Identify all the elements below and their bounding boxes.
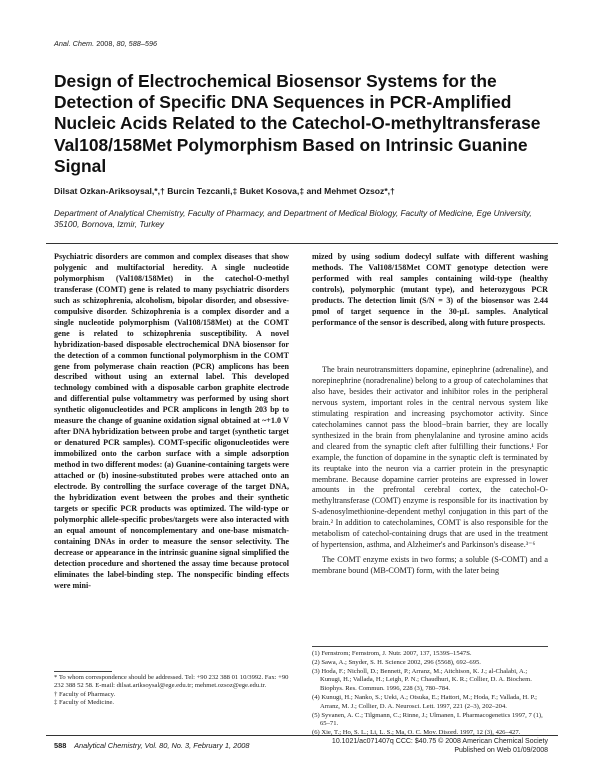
journal-issue: Analytical Chemistry, Vol. 80, No. 3, February 1, 2008 — [74, 741, 250, 750]
reference-list — [312, 650, 550, 738]
journal-volume: 80, — [116, 39, 127, 48]
author-list: Dilsat Ozkan-Ariksoysal,*,† Burcin Tezcanli,‡ Buket Kosova,‡ and Mehmet Ozsoz*,† — [54, 186, 395, 196]
abstract-divider — [46, 243, 558, 244]
page-number: 588 — [54, 741, 67, 750]
reference-item: (5) Syvanen, A. C.; Tilgmann, C.; Rinne, J.; Ulmanen, I. Pharmacogenetics 1997, 7 (1), 65–71. — [312, 711, 543, 728]
body-paragraph: The COMT enzyme exists in two forms; a soluble (S-COMT) and a membrane bound (MB-COMT) form, with the later being — [312, 555, 548, 576]
footnote-divider — [54, 671, 112, 672]
publication-date: Published on Web 01/09/2008 — [454, 746, 548, 754]
reference-item: (1) Fernstrom; Fernstrom, J. Nutr. 2007, 137, 1539S–1547S. — [312, 650, 472, 657]
body-text — [312, 365, 548, 577]
body-paragraph: The brain neurotransmitters dopamine, epinephrine (adrenaline), and norepinephrine (noradrenaline) belong to a group of catecholamines that also have, besides their activator and inhibitor roles in the peripheral nervous system, important roles in the central nervous system like stimulating respiration and increasing psychomotor activity. Since catecholamines cannot pass the blood−brain barrier, they are locally synthesized in the brain from phenylalanine and tyrosine amino acids and cleared from the synaptic cleft after fulfilling their functions.¹ For example, the function of dopamine in the synaptic cleft is terminated by its reuptake into the neuron via a carrier protein in the presynaptic membrane. Because dopamine carrier proteins are expressed in lower amounts in the prefrontal cerebral cortex, the catechol-O-methyltransferase (COMT) enzyme is responsible for its inactivation by S-adenosylmethionine-dependent methyl conjugation in this part of the brain.² In addition to catecholamines, COMT is also responsible for the metabolism of catechol-containing drugs that are used in the treatment of hypertension, asthma, and Alzheimer's and Parkinson's disease.³⁻⁶ — [312, 365, 548, 550]
footnote-medicine: ‡ Faculty of Medicine. — [54, 698, 115, 706]
journal-citation — [54, 39, 157, 48]
footer-divider — [46, 735, 558, 736]
abstract-column-right: mized by using sodium dodecyl sulfate with different washing methods. The Val108/158Met COMT genotype detection were performed with real samples containing wild-type (healthy controls), polymorphic (mutant type), and heterozygous PCR products. The detection limit (S/N = 3) of the biosensor was 2.44 pmol of target sequence in the 30-μL samples. Analytical performance of the sensor is described, along with future prospects. — [312, 252, 548, 327]
journal-year: 2008, — [96, 39, 115, 48]
references-divider — [312, 646, 548, 647]
reference-item: (6) Xie, T.; Ho, S. L.; Li, L. S.; Ma, O. C. Mov. Disord. 1997, 12 (3), 426–427. — [312, 729, 521, 737]
footnote-pharmacy: † Faculty of Pharmacy. — [54, 690, 116, 698]
footnote-correspondence: * To whom correspondence should be addressed. Tel: +90 232 388 01 10/3992. Fax: +90 232 388 52 58. E-mail: dilsat.ariksoysal@ege.edu.tr; mehmet.ozsoz@ege.edu.tr. — [54, 674, 289, 690]
journal-pages: 588–596 — [128, 39, 158, 48]
doi-copyright: 10.1021/ac071407q CCC: $40.75 © 2008 American Chemical Society — [331, 738, 548, 745]
page-footer-right — [330, 738, 548, 755]
author-affiliation: Department of Analytical Chemistry, Faculty of Pharmacy, and Department of Medical Biology, Faculty of Medicine, Ege University, 35100, Bornova, Izmir, Turkey — [54, 208, 532, 230]
footnotes — [54, 674, 292, 707]
article-title: Design of Electrochemical Biosensor Systems for the Detection of Specific DNA Sequences in PCR-Amplified Nucleic Acids Related to the Catechol-O-methyltransferase Val108/158Met Polymorphism Based on Intrinsic Guanine Signal — [54, 71, 541, 176]
page-footer-left — [54, 741, 250, 750]
reference-item: (2) Sawa, A.; Snyder, S. H. Science 2002, 296 (5568), 692–695. — [312, 658, 481, 666]
reference-item: (3) Hoda, F.; Nicholl, D.; Bennett, P.; Arranz, M.; Aitchison, K. J.; al-Chalabi, A.; Kunugi, H.; Vallada, H.; Leigh, P. N.; Chaudhuri, K. R.; Collier, D. A. Biochem. Biophys. Res. Commun. 1996, 228 (3), 780–784. — [312, 667, 532, 693]
journal-name: Anal. Chem. — [54, 39, 95, 48]
abstract-column-left: Psychiatric disorders are common and complex diseases that show polygenic and multifactorial heredity. A single nucleotide polymorphism (Val108/158Met) in the catechol-O-methyl transferase (COMT) gene is related to many psychiatric disorders such as schizophrenia, alcoholism, bipolar disorder, and obsessive-compulsive disorder. Schizophrenia is a complex disorder and a single nucleotide polymorphism (Val108/158Met) at the COMT gene is related to schizophrenia susceptibility. A novel hybridization-based disposable electrochemical DNA biosensor for the detection of a common functional polymorphism in the COMT gene from polymerase chain reaction (PCR) amplicons has been described without using an external label. This developed technology combined with a disposable carbon graphite electrode and differential pulse voltammetry was performed by using short synthetic oligonucleotides and PCR amplicons in length 203 bp to measure the change of guanine oxidation signal obtained at ~+1.0 V after DNA hybridization between probe and target (synthetic target or denatured PCR samples). COMT-specific oligonucleotides were immobilized onto the carbon surface with a simple adsorption method in two different modes: (a) Guanine-containing targets were attached or (b) inosine-substituted probes were attached onto an electrode. By controlling the surface coverage of the target DNA, the hybridization event between the probes and their synthetic targets or specific PCR products was optimized. The wild-type or polymorphic allele-specific probes/targets were also interacted with an equal amount of noncomplementary and one-base mismatch-containing DNAs in order to measure the sensor selectivity. The decrease or appearance in the intrinsic guanine signal simplified the detection procedure and shortened the assay time because protocol eliminates the label-binding step. The nonspecific binding effects were mini- — [54, 252, 289, 590]
reference-item: (4) Kunugi, H.; Nanko, S.; Ueki, A.; Otsuka, E.; Hattori, M.; Hoda, F.; Vallada, H. P.; Arranz, M. J.; Collier, D. A. Neurosci. Lett. 1997, 221 (2–3), 202–204. — [312, 693, 537, 710]
